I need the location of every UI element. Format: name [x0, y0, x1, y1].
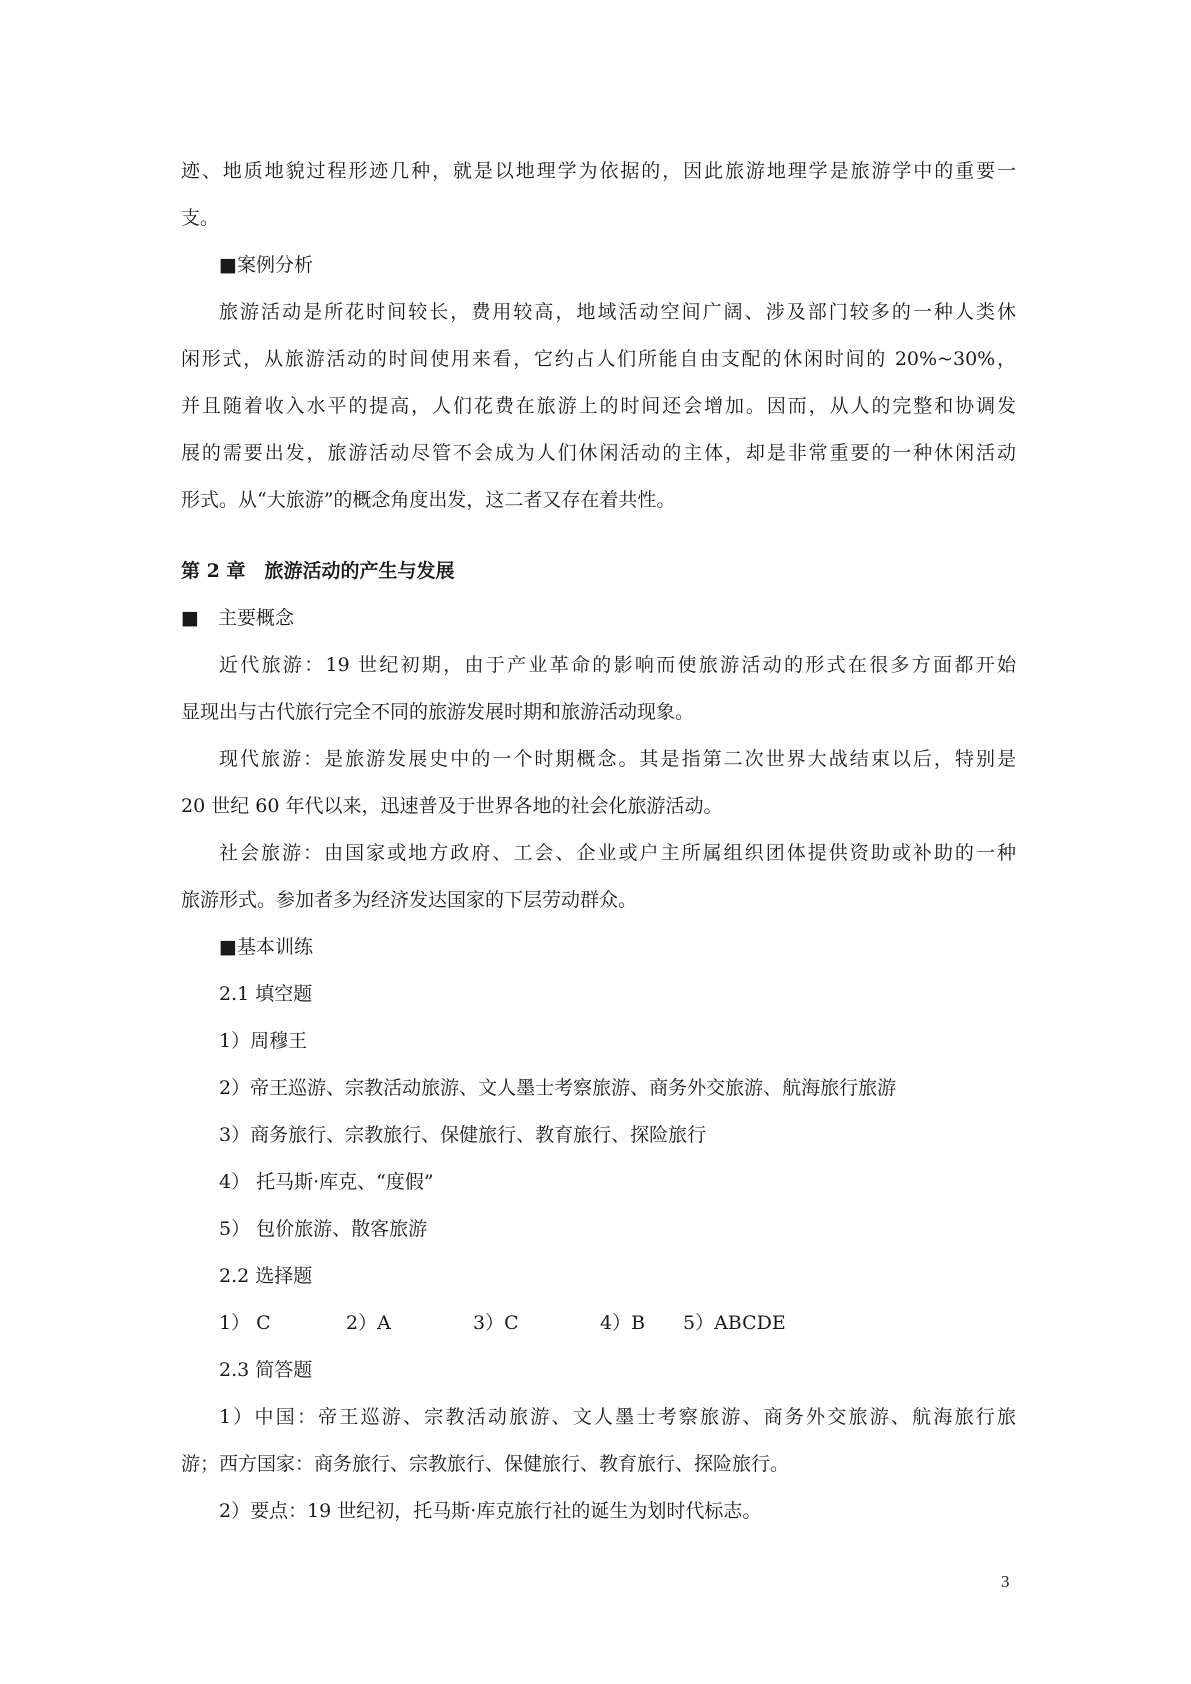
body-line: 近代旅游：19 世纪初期，由于产业革命的影响而使旅游活动的形式在很多方面都开始 [219, 654, 1016, 676]
body-line: 形式。从“大旅游”的概念角度出发，这二者又存在着共性。 [181, 489, 676, 511]
choice-answer: 5）ABCDE [683, 1312, 786, 1334]
answer-item: 2）帝王巡游、宗教活动旅游、文人墨士考察旅游、商务外交旅游、航海旅行旅游 [219, 1077, 897, 1099]
body-line: 支。 [181, 207, 220, 229]
body-line: 现代旅游：是旅游发展史中的一个时期概念。其是指第二次世界大战结束以后，特别是 [219, 748, 1016, 770]
body-line: 旅游形式。参加者多为经济发达国家的下层劳动群众。 [181, 889, 638, 911]
section-heading-basic-training: ■基本训练 [219, 936, 313, 958]
choice-answer: 3）C [473, 1312, 519, 1334]
choice-answer: 2）A [346, 1312, 391, 1334]
subsection-heading: 2.1 填空题 [219, 983, 313, 1005]
body-line: 闲形式，从旅游活动的时间使用来看，它约占人们所能自由支配的休闲时间的 20%~30%， [181, 348, 1016, 370]
answer-item: 4） 托马斯·库克、“度假” [219, 1171, 434, 1193]
body-line: 并且随着收入水平的提高，人们花费在旅游上的时间还会增加。因而，从人的完整和协调发 [181, 395, 1016, 417]
answer-item: 游；西方国家：商务旅行、宗教旅行、保健旅行、教育旅行、探险旅行。 [181, 1453, 790, 1475]
section-heading-main-concepts: ■ 主要概念 [181, 607, 294, 629]
answer-item: 1）周穆王 [219, 1030, 308, 1052]
subsection-heading: 2.3 简答题 [219, 1359, 313, 1381]
answer-item: 5） 包价旅游、散客旅游 [219, 1218, 428, 1240]
body-line: 迹、地质地貌过程形迹几种，就是以地理学为依据的，因此旅游地理学是旅游学中的重要一 [181, 160, 1016, 182]
body-line: 社会旅游：由国家或地方政府、工会、企业或户主所属组织团体提供资助或补助的一种 [219, 842, 1016, 864]
body-line: 展的需要出发，旅游活动尽管不会成为人们休闲活动的主体，却是非常重要的一种休闲活动 [181, 442, 1016, 464]
answer-item: 3）商务旅行、宗教旅行、保健旅行、教育旅行、探险旅行 [219, 1124, 707, 1146]
choice-answers-row [181, 1300, 1016, 1347]
body-line: 显现出与古代旅行完全不同的旅游发展时期和旅游活动现象。 [181, 701, 695, 723]
choice-answer: 1） C [219, 1312, 271, 1334]
chapter-title: 第 2 章 旅游活动的产生与发展 [181, 560, 455, 582]
choice-answer: 4）B [600, 1312, 646, 1334]
page-number: 3 [1001, 1572, 1010, 1591]
answer-item: 2）要点：19 世纪初，托马斯·库克旅行社的诞生为划时代标志。 [219, 1500, 762, 1522]
body-line: 20 世纪 60 年代以来，迅速普及于世界各地的社会化旅游活动。 [181, 795, 723, 817]
section-heading-case-analysis: ■案例分析 [219, 254, 313, 276]
body-line: 旅游活动是所花时间较长，费用较高，地域活动空间广阔、涉及部门较多的一种人类休 [219, 301, 1016, 323]
answer-item: 1）中国：帝王巡游、宗教活动旅游、文人墨士考察旅游、商务外交旅游、航海旅行旅 [219, 1406, 1016, 1428]
subsection-heading: 2.2 选择题 [219, 1265, 313, 1287]
page-content [181, 148, 1016, 1535]
